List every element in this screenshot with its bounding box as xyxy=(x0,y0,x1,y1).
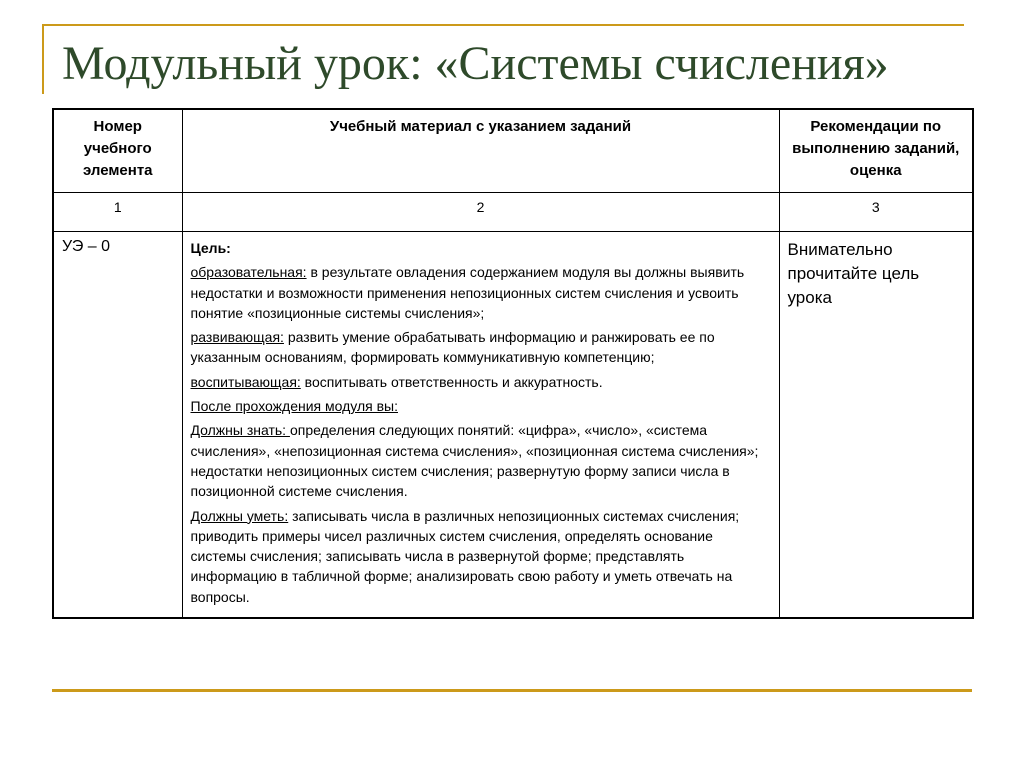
educational-goal xyxy=(191,262,771,323)
developing-text: развить умение обрабатывать информацию и ранжировать ее по указанным основаниям, формировать коммуникативную компетенцию; xyxy=(190,329,715,366)
slide-title: Модульный урок: «Системы счисления» xyxy=(62,37,889,90)
header-learning-material: Учебный материал с указанием заданий xyxy=(182,109,779,193)
upbringing-goal xyxy=(191,372,771,392)
must-know xyxy=(191,420,771,501)
must-do xyxy=(191,506,771,607)
developing-goal xyxy=(191,327,771,368)
developing-label: развивающая: xyxy=(190,329,284,346)
after-module-label: После прохождения модуля вы: xyxy=(190,398,398,415)
must-do-text: записывать числа в различных непозиционных системах счисления; приводить примеры чисел различных систем счисления, определять основание системы счисления; записывать числа в развернутой форме; представлять информацию в табличной форме; анализировать свою работу и уметь отвечать на вопросы. xyxy=(190,507,740,605)
header-recommendations: Рекомендации по выполнению заданий, оценка xyxy=(779,109,973,193)
must-do-label: Должны уметь: xyxy=(190,507,289,524)
upbringing-label: воспитывающая: xyxy=(190,373,301,390)
header-element-number: Номер учебного элемента xyxy=(53,109,182,193)
column-number-3: 3 xyxy=(779,193,973,232)
must-know-label: Должны знать: xyxy=(190,422,290,439)
left-accent-line xyxy=(42,24,44,94)
column-number-1: 1 xyxy=(53,193,182,232)
column-number-row xyxy=(53,193,973,232)
goal-label: Цель: xyxy=(190,240,231,256)
after-module xyxy=(191,396,771,416)
top-accent-line xyxy=(42,24,964,26)
element-code: УЭ – 0 xyxy=(53,232,182,619)
lesson-table xyxy=(52,108,974,619)
bottom-accent-line xyxy=(52,689,972,692)
educational-label: образовательная: xyxy=(190,264,307,281)
column-number-2: 2 xyxy=(182,193,779,232)
table-row xyxy=(53,232,973,619)
must-know-text: определения следующих понятий: «цифра», «число», «система счисления», «непозиционная система счисления», «позиционная система счисления»; недостатки непозиционных систем счисления; развернутую форму записи числа в позиционной системе счисления. xyxy=(190,422,759,500)
header-row xyxy=(53,109,973,193)
upbringing-text: воспитывать ответственность и аккуратность. xyxy=(300,373,603,390)
learning-material-cell xyxy=(182,232,779,619)
educational-text: в результате овладения содержанием модуля вы должны выявить недостатки и возможности применения непозиционных систем счисления и усвоить понятие «позиционные системы счисления»; xyxy=(190,264,745,321)
recommendation-cell: Внимательно прочитайте цель урока xyxy=(779,232,973,619)
